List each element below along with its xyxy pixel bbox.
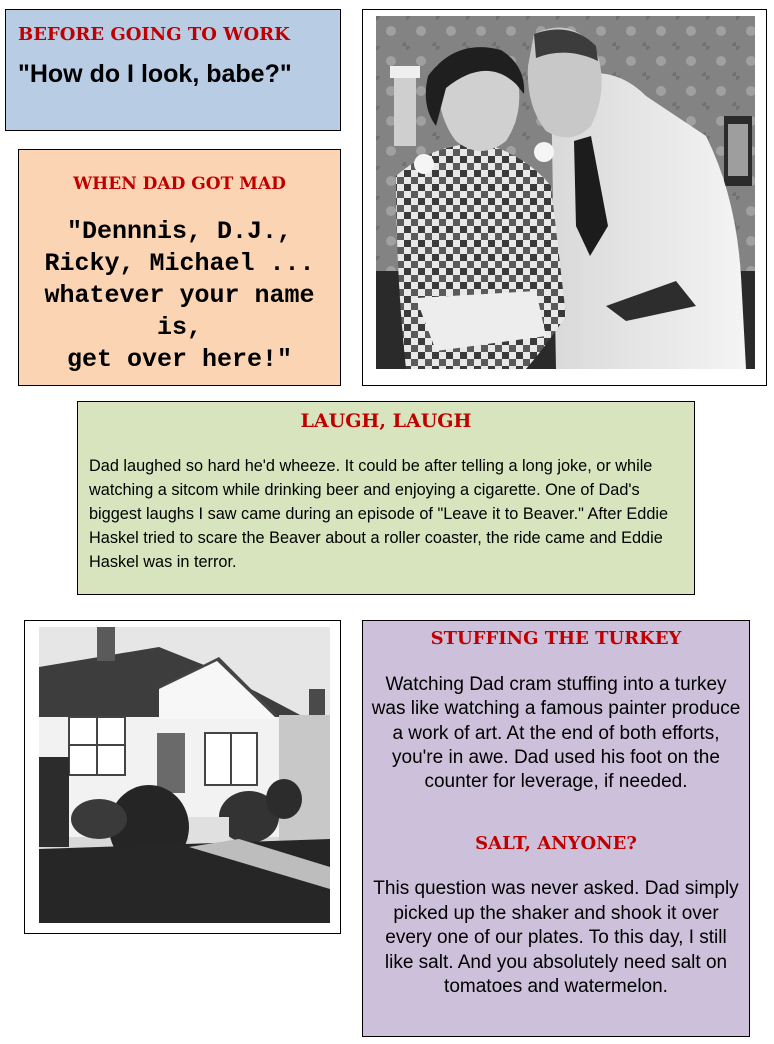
couple-photo <box>376 16 755 369</box>
salt-body: This question was never asked. Dad simply picked up the shaker and shook it over every one of our plates. To this day, I still like salt. And you absolutely need salt on tomatoes and watermelon. <box>373 878 739 998</box>
before-work-box <box>5 9 341 131</box>
house-photo <box>39 627 330 923</box>
laugh-heading: LAUGH, LAUGH <box>300 410 472 432</box>
dad-mad-heading: WHEN DAD GOT MAD <box>73 174 286 194</box>
house-photo-frame <box>24 620 341 934</box>
laugh-body: Dad laughed so hard he'd wheeze. It could be after telling a long joke, or while watching a sitcom while drinking beer and enjoying a cigarette. One of Dad's biggest laughs I saw came during an episode of "Leave it to Beaver." After Eddie Haskel tried to scare the Beaver about a roller coaster, the ride came and Eddie Haskel was in terror. <box>89 457 669 571</box>
dad-mad-box <box>18 149 341 386</box>
couple-photo-frame <box>362 9 767 386</box>
turkey-heading: STUFFING THE TURKEY <box>430 628 682 649</box>
laugh-box <box>77 401 695 595</box>
before-work-heading: BEFORE GOING TO WORK <box>18 24 290 45</box>
turkey-body: Watching Dad cram stuffing into a turkey was like watching a famous painter produce a work of art. At the end of both efforts, you're in awe. Dad used his foot on the counter for leverage, if needed. <box>371 674 741 793</box>
salt-heading: SALT, ANYONE? <box>475 833 637 854</box>
dad-mad-quote: "Dennnis, D.J., Ricky, Michael ... whatever your name is, get over here!" <box>44 217 315 374</box>
turkey-salt-box <box>362 620 750 1037</box>
before-work-quote: "How do I look, babe?" <box>18 60 292 88</box>
